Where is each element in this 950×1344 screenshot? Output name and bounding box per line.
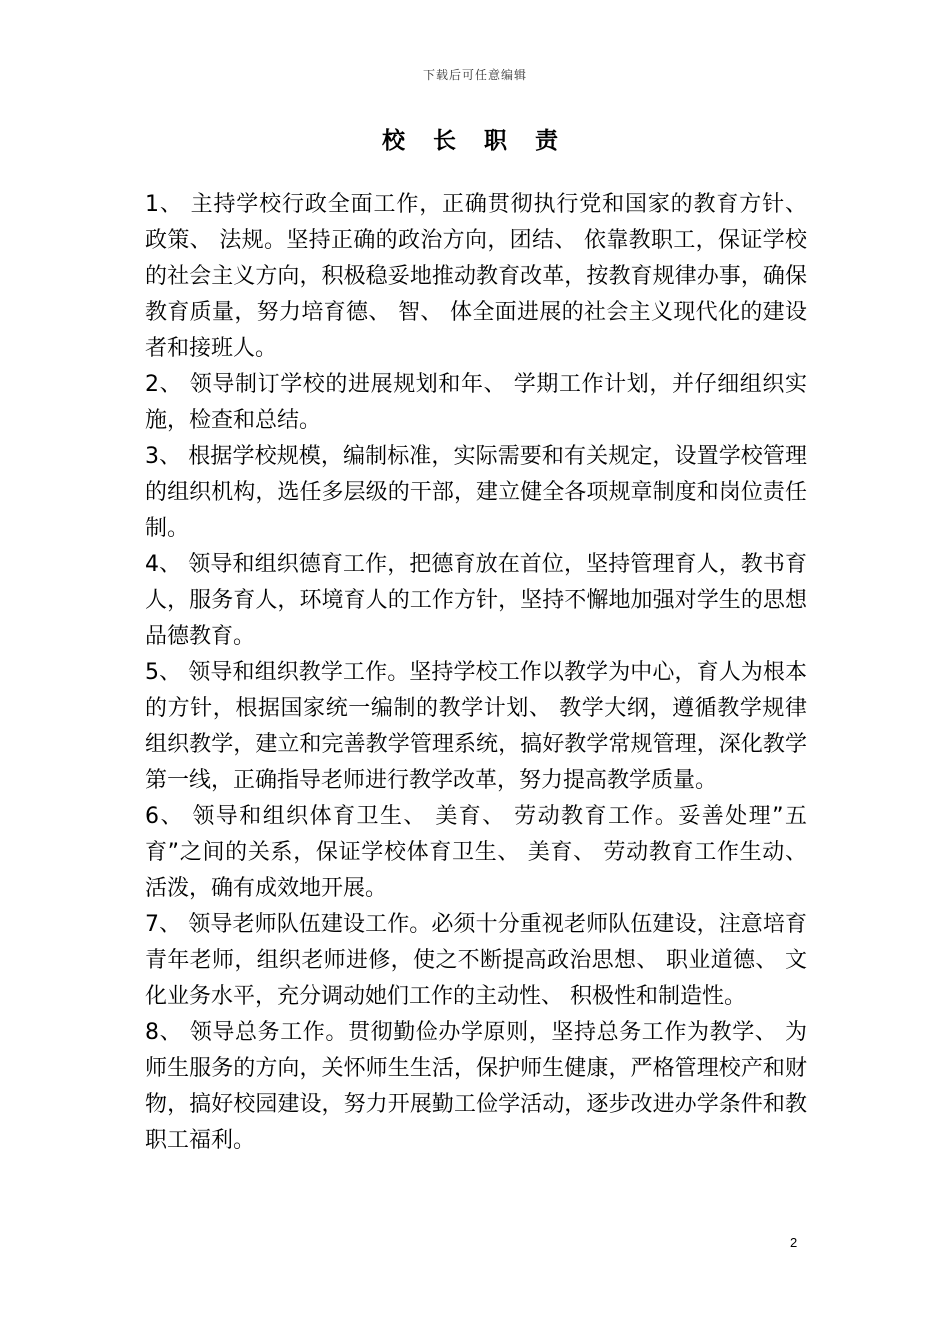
header-note: 下载后可任意编辑 [422, 68, 527, 82]
duty-item-3: 3、 根据学校规模，编制标准，实际需要和有关规定，设置学校管理的组织机构，选任多层级的干部，建立健全各项规章制度和岗位责任制。 [145, 444, 807, 541]
duty-item-6: 6、 领导和组织体育卫生、 美育、 劳动教育工作。妥善处理”五育”之间的关系，保证学校体育卫生、 美育、 劳动教育工作生动、 活泼，确有成效地开展。 [145, 804, 807, 901]
duty-item-5: 5、 领导和组织教学工作。坚持学校工作以教学为中心，育人为根本的方针，根据国家统一编制的教学计划、 教学大纲，遵循教学规律组织教学，建立和完善教学管理系统，搞好教学常规管理，深化教学第一线，正确指导老师进行教学改革，努力提高教学质量。 [145, 660, 807, 793]
document-body [145, 187, 807, 1159]
document-title: 校 长 职 责 [381, 128, 569, 154]
duty-item-7: 7、 领导老师队伍建设工作。必须十分重视老师队伍建设，注意培育青年老师，组织老师进修，使之不断提高政治思想、 职业道德、 文化业务水平，充分调动她们工作的主动性、 积极性和制造性。 [145, 912, 807, 1009]
duty-item-2: 2、 领导制订学校的进展规划和年、 学期工作计划，并仔细组织实施，检查和总结。 [145, 372, 807, 433]
page-number: 2 [790, 1235, 798, 1250]
duty-item-1: 1、 主持学校行政全面工作，正确贯彻执行党和国家的教育方针、 政策、 法规。坚持正确的政治方向，团结、 依靠教职工，保证学校的社会主义方向，积极稳妥地推动教育改革，按教育规律办事，确保教育质量，努力培育德、 智、 体全面进展的社会主义现代化的建设者和接班人。 [145, 192, 807, 361]
duty-item-8: 8、 领导总务工作。贯彻勤俭办学原则，坚持总务工作为教学、 为师生服务的方向，关怀师生生活，保护师生健康，严格管理校产和财物，搞好校园建设，努力开展勤工俭学活动，逐步改进办学条件和教职工福利。 [145, 1020, 807, 1153]
duty-item-4: 4、 领导和组织德育工作，把德育放在首位，坚持管理育人，教书育人，服务育人，环境育人的工作方针，坚持不懈地加强对学生的思想品德教育。 [145, 552, 807, 649]
